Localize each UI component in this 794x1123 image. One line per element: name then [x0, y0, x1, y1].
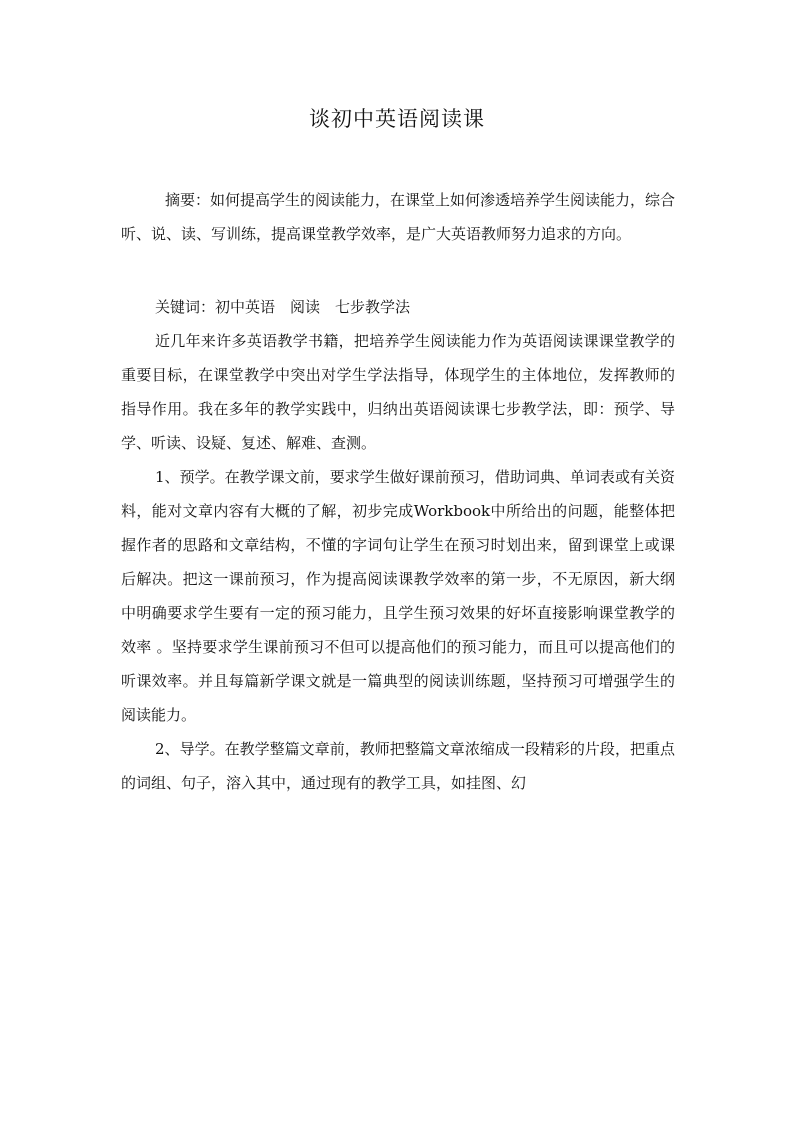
body-paragraph: 近几年来许多英语教学书籍，把培养学生阅读能力作为英语阅读课课堂教学的重要目标，在课堂教学中突出对学生学法指导，体现学生的主体地位，发挥教师的指导作用。我在多年的教学实践中，归纳出英语阅读课七步教学法，即：预学、导学、听读、设疑、复述、解难、查测。: [121, 332, 675, 452]
abstract-paragraph: 摘要：如何提高学生的阅读能力，在课堂上如何渗透培养学生阅读能力，综合听、说、读、写训练，提高课堂教学效率，是广大英语教师努力追求的方向。: [121, 191, 676, 243]
section-gap: [121, 251, 675, 290]
body-paragraph: 2、导学。在教学整篇文章前，教师把整篇文章浓缩成一段精彩的片段，把重点的词组、句子，溶入其中，通过现有的教学工具，如挂图、幻: [121, 740, 675, 792]
document-body: [121, 183, 675, 800]
body-paragraph: 1、预学。在教学课文前，要求学生做好课前预习，借助词典、单词表或有关资料，能对文章内容有大概的了解，初步完成Workbook中所给出的问题，能整体把握作者的思路和文章结构，不懂的字词句让学生在预习时划出来，留到课堂上或课后解决。把这一课前预习，作为提高阅读课教学效率的第一步，不无原因，新大纲中明确要求学生要有一定的预习能力，且学生预习效果的好坏直接影响课堂教学的效率 。坚持要求学生课前预习不但可以提高他们的预习能力，而且可以提高他们的听课效率。并且每篇新学课文就是一篇典型的阅读训练题，坚持预习可增强学生的阅读能力。: [121, 468, 675, 724]
keywords-line: 关键词：初中英语 阅读 七步教学法: [155, 298, 411, 316]
document-title: 谈初中英语阅读课: [309, 107, 485, 131]
